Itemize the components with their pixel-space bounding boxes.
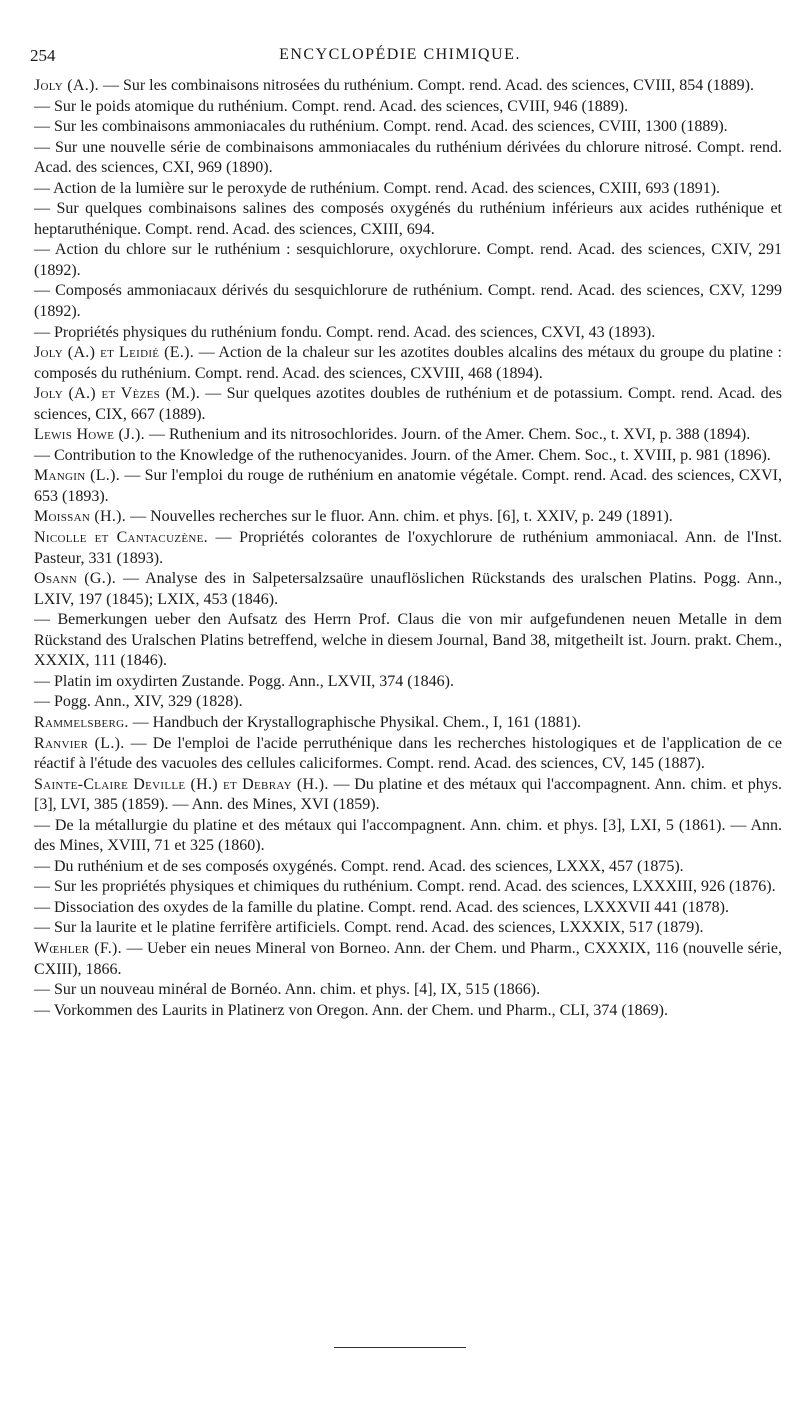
entry-text: — Analyse des in Salpetersalzsaüre unauflöslichen Rückstands des uralschen Platins. Pogg. Ann., LXIV, 197 (1845); LXIX, 453 (1846). bbox=[34, 570, 783, 608]
bibliography-entry bbox=[34, 939, 782, 980]
entry-author: Sainte-Claire Deville (H.) et Debray (H.). bbox=[34, 775, 329, 793]
entry-text: — Action de la lumière sur le peroxyde de ruthénium. Compt. rend. Acad. des sciences, CXIII, 693 (1891). bbox=[34, 179, 721, 197]
bibliography-entry bbox=[34, 117, 782, 138]
entry-author: Nicolle et Cantacuzène. bbox=[34, 529, 208, 547]
entry-text: — Propriétés physiques du ruthénium fondu. Compt. rend. Acad. des sciences, CXVI, 43 (1893). bbox=[34, 323, 656, 341]
entry-text: — Composés ammoniacaux dérivés du sesquichlorure de ruthénium. Compt. rend. Acad. des sciences, CXV, 1299 (1892). bbox=[34, 282, 782, 321]
entry-author: Rammelsberg. bbox=[34, 713, 129, 731]
entry-text: — Pogg. Ann., XIV, 329 (1828). bbox=[34, 693, 243, 711]
entry-text: — Propriétés colorantes de l'oxychlorure de ruthénium ammoniacal. Ann. de l'Inst. Pasteur, 331 (1893). bbox=[34, 529, 783, 567]
entry-text: — Ueber ein neues Mineral von Borneo. Ann. der Chem. und Pharm., CXXXIX, 116 (nouvelle série, CXIII), 1866. bbox=[34, 939, 782, 978]
entry-text: — Sur un nouveau minéral de Bornéo. Ann. chim. et phys. [4], IX, 515 (1866). bbox=[34, 981, 541, 999]
entry-text: — Sur les combinaisons ammoniacales du ruthénium. Compt. rend. Acad. des sciences, CVIII, 1300 (1889). bbox=[34, 118, 728, 136]
entry-text: — Action de la chaleur sur les azotites doubles alcalins des métaux du groupe du platine : composés du ruthénium. Compt. rend. Acad. des sciences, CXVIII, 468 (1894). bbox=[34, 344, 782, 382]
bibliography-entry bbox=[34, 343, 782, 384]
entry-text: — Vorkommen des Laurits in Platinerz von Oregon. Ann. der Chem. und Pharm., CLI, 374 (1869). bbox=[34, 1001, 668, 1019]
page-number: 254 bbox=[30, 46, 56, 65]
entry-author: Joly (A.) et Vèzes (M.). bbox=[34, 385, 201, 403]
page-header bbox=[30, 46, 770, 70]
bibliography-entry bbox=[34, 569, 782, 610]
footer-rule bbox=[334, 1347, 466, 1348]
bibliography-list bbox=[34, 76, 782, 1021]
entry-text: — Action du chlore sur le ruthénium : sesquichlorure, oxychlorure. Compt. rend. Acad. des sciences, CXIV, 291 (1892). bbox=[34, 241, 782, 279]
entry-author: Wœhler (F.). bbox=[34, 939, 122, 957]
bibliography-entry bbox=[34, 1001, 782, 1022]
entry-author: Joly (A.). bbox=[34, 77, 99, 94]
entry-text: — De la métallurgie du platine et des métaux qui l'accompagnent. Ann. chim. et phys. [3], LXI, 5 (1861). — Ann. des Mines, XVIII, 71 et 325 (1860). bbox=[34, 816, 782, 855]
bibliography-entry bbox=[34, 734, 782, 775]
entry-text: — Sur quelques combinaisons salines des composés oxygénés du ruthénium inférieurs aux acides ruthénique et heptaruthénique. Compt. rend. Acad. des sciences, CXIII, 694. bbox=[34, 200, 782, 238]
bibliography-entry bbox=[34, 898, 782, 919]
bibliography-entry bbox=[34, 507, 782, 528]
entry-text: — Contribution to the Knowledge of the ruthenocyanides. Journ. of the Amer. Chem. Soc., t. XVIII, p. 981 (1896). bbox=[34, 446, 771, 464]
entry-text: — Sur quelques azotites doubles de ruthénium et de potassium. Compt. rend. Acad. des sciences, CIX, 667 (1889). bbox=[34, 385, 782, 423]
entry-author: Moissan (H.). bbox=[34, 508, 127, 526]
entry-text: — Du platine et des métaux qui l'accompagnent. Ann. chim. et phys. [3], LVI, 385 (1859). — Ann. des Mines, XVI (1859). bbox=[34, 775, 782, 814]
bibliography-entry bbox=[34, 692, 782, 713]
entry-text: — Sur la laurite et le platine ferrifère artificiels. Compt. rend. Acad. des sciences, LXXXIX, 517 (1879). bbox=[34, 919, 704, 937]
bibliography-entry bbox=[34, 918, 782, 939]
bibliography-entry bbox=[34, 980, 782, 1001]
entry-text: — Sur une nouvelle série de combinaisons ammoniacales du ruthénium dérivées du chlorure nitrosé. Compt. rend. Acad. des sciences, CXI, 969 (1890). bbox=[34, 138, 782, 177]
running-title: ENCYCLOPÉDIE CHIMIQUE. bbox=[279, 46, 521, 63]
entry-text: — Sur l'emploi du rouge de ruthénium en anatomie végétale. Compt. rend. Acad. des sciences, CXVI, 653 (1893). bbox=[34, 467, 782, 505]
bibliography-entry bbox=[34, 384, 782, 425]
bibliography-entry bbox=[34, 672, 782, 693]
entry-author: Lewis Howe (J.). bbox=[34, 426, 145, 444]
bibliography-entry bbox=[34, 877, 782, 898]
bibliography-entry bbox=[34, 240, 782, 281]
entry-text: — Du ruthénium et de ses composés oxygénés. Compt. rend. Acad. des sciences, LXXX, 457 (1875). bbox=[34, 857, 684, 875]
entry-text: — Ruthenium and its nitrosochlorides. Journ. of the Amer. Chem. Soc., t. XVI, p. 388 (1894). bbox=[144, 426, 751, 444]
entry-text: — Platin im oxydirten Zustande. Pogg. Ann., LXVII, 374 (1846). bbox=[34, 672, 454, 690]
entry-text: — Sur le poids atomique du ruthénium. Compt. rend. Acad. des sciences, CVIII, 946 (1889). bbox=[34, 97, 629, 115]
bibliography-entry bbox=[34, 97, 782, 118]
bibliography-entry bbox=[34, 281, 782, 322]
entry-text: — Sur les propriétés physiques et chimiques du ruthénium. Compt. rend. Acad. des sciences, LXXXIII, 926 (1876). bbox=[34, 878, 776, 896]
entry-text: — Handbuch der Krystallographische Physikal. Chem., I, 161 (1881). bbox=[128, 713, 582, 731]
entry-author: Joly (A.) et Leidié (E.). bbox=[34, 344, 195, 362]
entry-text: — Sur les combinaisons nitrosées du ruthénium. Compt. rend. Acad. des sciences, CVIII, 854 (1889). bbox=[98, 77, 754, 94]
bibliography-entry bbox=[34, 713, 782, 734]
bibliography-entry bbox=[34, 76, 782, 97]
entry-text: — Dissociation des oxydes de la famille du platine. Compt. rend. Acad. des sciences, LXXXVII 441 (1878). bbox=[34, 898, 729, 916]
entry-author: Mangin (L.). bbox=[34, 467, 121, 485]
bibliography-entry bbox=[34, 323, 782, 344]
bibliography-entry bbox=[34, 466, 782, 507]
entry-text: — Nouvelles recherches sur le fluor. Ann. chim. et phys. [6], t. XXIV, p. 249 (1891). bbox=[126, 508, 673, 526]
bibliography-entry bbox=[34, 425, 782, 446]
bibliography-entry bbox=[34, 138, 782, 179]
entry-text: — De l'emploi de l'acide perruthénique dans les recherches histologiques et de l'application de ce réactif à l'étude des vacuoles des cellules caliciformes. Compt. rend. Acad. des sciences, CV, 145 (1887). bbox=[34, 734, 782, 773]
bibliography-entry bbox=[34, 528, 782, 569]
bibliography-entry bbox=[34, 775, 782, 816]
entry-author: Ranvier (L.). bbox=[34, 734, 125, 752]
bibliography-entry bbox=[34, 857, 782, 878]
bibliography-entry bbox=[34, 446, 782, 467]
entry-author: Osann (G.). bbox=[34, 570, 117, 588]
bibliography-entry bbox=[34, 816, 782, 857]
bibliography-entry bbox=[34, 199, 782, 240]
bibliography-entry bbox=[34, 179, 782, 200]
entry-text: — Bemerkungen ueber den Aufsatz des Herrn Prof. Claus die von mir aufgefundenen neuen Metalle in dem Rückstand des Uralschen Platins betreffend, welche in diesem Journal, Band 38, mitgetheilt ist. Journ. prakt. Chem., XXXIX, 111 (1846). bbox=[34, 611, 782, 670]
bibliography-entry bbox=[34, 610, 782, 672]
